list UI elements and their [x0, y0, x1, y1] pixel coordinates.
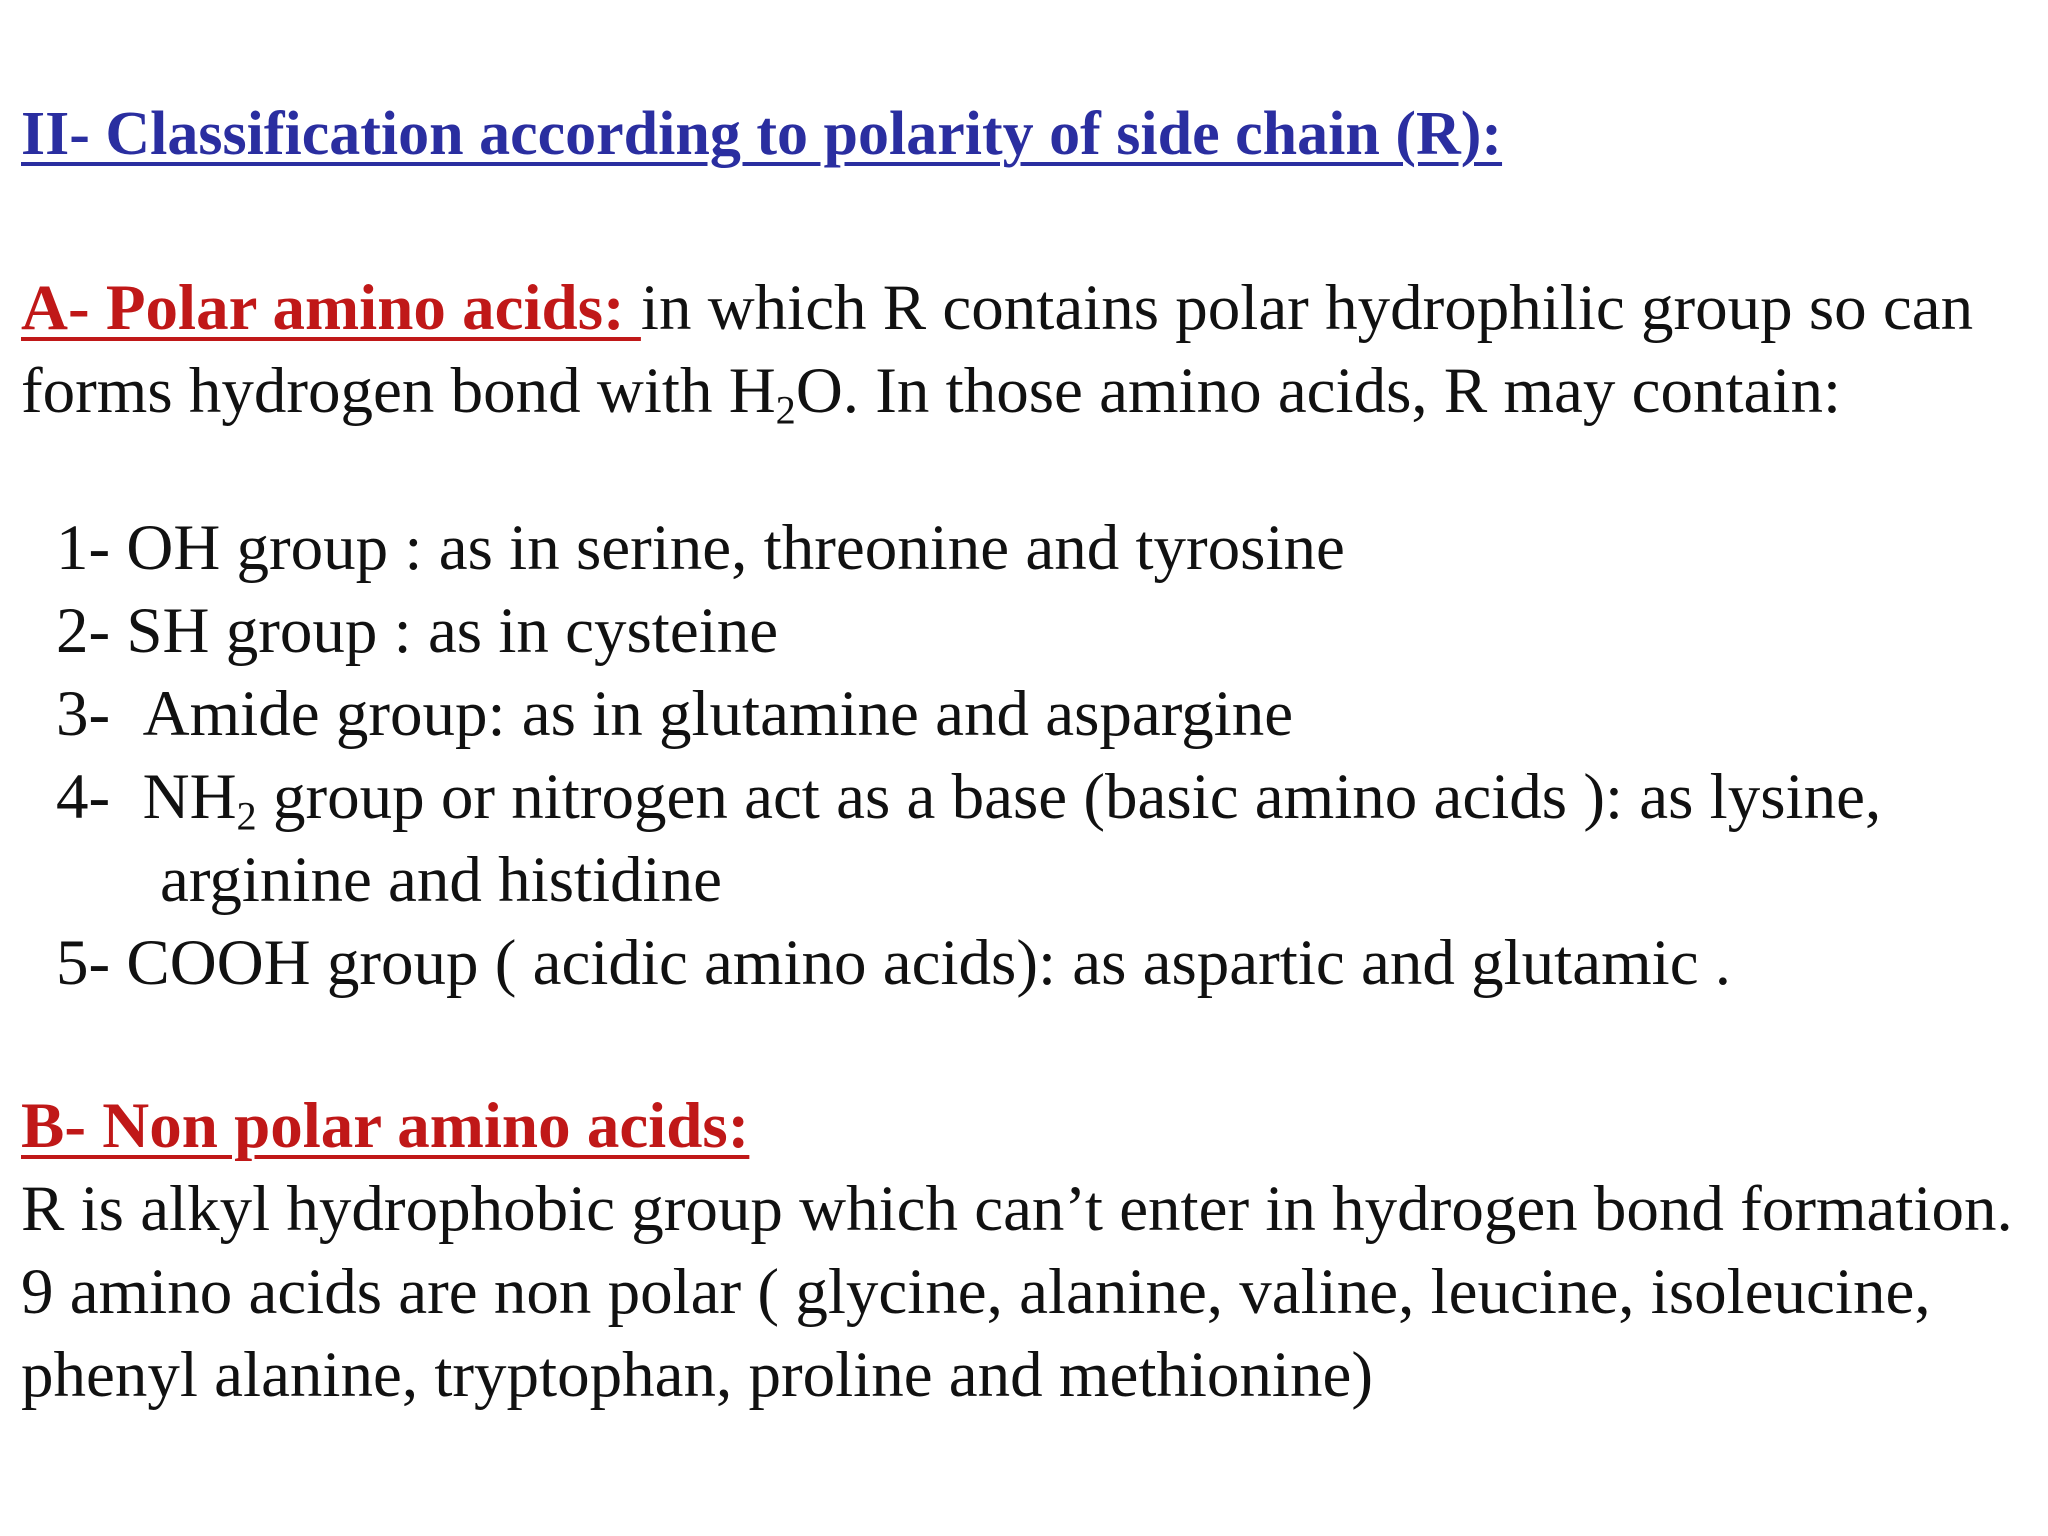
list-item-subscript: 2 — [236, 793, 257, 839]
list-item-continuation: arginine and histidine — [160, 844, 723, 916]
list-item-text-pre: NH — [142, 761, 237, 833]
slide-title: II- Classification according to polarity of side chain (R): — [21, 100, 1503, 168]
list-item-number: 3- — [56, 678, 143, 750]
section-a-heading: A- Polar amino acids: — [21, 272, 641, 344]
list-item-number: 4- — [56, 761, 143, 833]
list-item — [56, 922, 2036, 1005]
section-a-intro-part2: O. In those amino acids, R may contain: — [795, 355, 1842, 427]
list-item — [56, 590, 2036, 673]
list-item-number: 1- — [56, 512, 127, 584]
list-item-number: 5- — [56, 927, 127, 999]
section-b-heading-line — [21, 1085, 749, 1168]
section-a-intro-subscript: 2 — [775, 387, 796, 433]
list-item — [56, 507, 2036, 590]
list-item-number: 2- — [56, 595, 127, 667]
section-b-body: R is alkyl hydrophobic group which can’t enter in hydrogen bond formation. 9 amino acids are non polar ( glycine, alanine, valine, leucine, isoleucine, phenyl alanine, tryptophan, proline and methionine) — [21, 1173, 2013, 1411]
list-item-text: SH group : as in cysteine — [126, 595, 779, 667]
list-item — [56, 756, 2036, 839]
list-item-text-post: group or nitrogen act as a base (basic amino acids ): as lysine, — [256, 761, 1882, 833]
section-a-intro-part1: in which R contains polar hydrophilic group so can forms hydrogen bond with H — [21, 272, 1974, 427]
list-item-text: OH group : as in serine, threonine and tyrosine — [126, 512, 1345, 584]
list-item-text: Amide group: as in glutamine and aspargine — [142, 678, 1294, 750]
polar-group-list — [56, 507, 2036, 1005]
section-b-heading: B- Non polar amino acids: — [21, 1090, 750, 1162]
section-a-paragraph — [21, 267, 2031, 433]
list-item-text: COOH group ( acidic amino acids): as aspartic and glutamic . — [126, 927, 1732, 999]
list-item — [56, 673, 2036, 756]
